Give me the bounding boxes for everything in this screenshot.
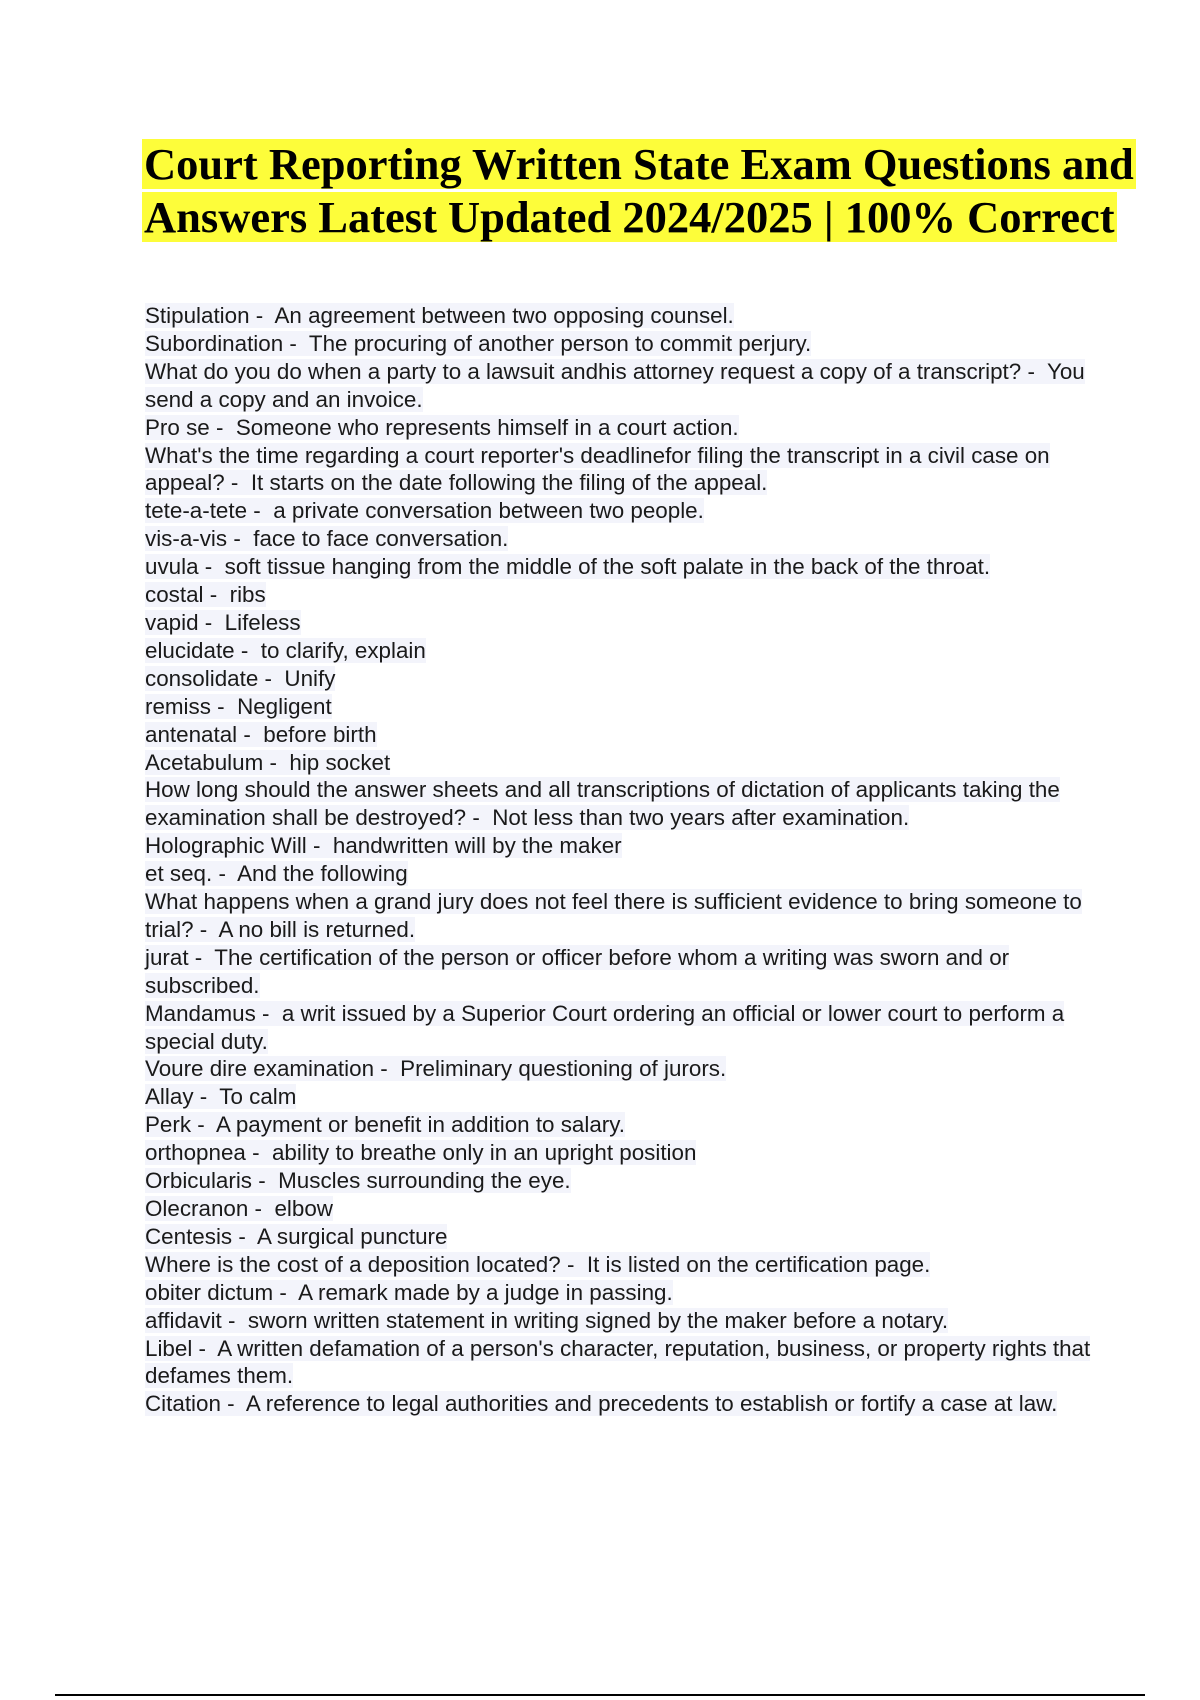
qa-separator: - [273,1279,299,1305]
qa-answer: You send a copy and an invoice. [145,358,1085,412]
qa-separator: - [245,1140,272,1166]
qa-answer: ribs [229,582,266,608]
qa-separator: - [227,526,254,552]
qa-term: Perk [145,1112,192,1138]
qa-separator: - [249,303,275,328]
qa-term: Allay [145,1084,194,1110]
qa-term: jurat [145,944,189,970]
qa-item-text [145,722,377,747]
qa-separator: - [193,916,219,942]
qa-term: elucidate [145,637,235,663]
qa-item-text [145,303,734,328]
qa-separator: - [248,1196,275,1221]
qa-separator: - [560,1251,587,1277]
qa-item-text [145,666,335,691]
qa-item-text [145,415,739,440]
qa-answer: And the following [237,861,408,887]
qa-item [145,609,1105,637]
qa-separator: - [234,637,261,663]
qa-answer: It is listed on the certification page. [586,1251,931,1277]
qa-separator: - [198,554,225,580]
qa-item-text [145,1112,625,1137]
qa-item [145,525,1105,553]
qa-item-text [145,1084,296,1109]
qa-answer: Unify [284,665,336,691]
qa-term: Subordination [145,330,284,356]
qa-item [145,1390,1105,1418]
qa-item-text [145,526,508,551]
qa-item [145,1167,1105,1195]
qa-item-text [145,694,332,719]
qa-term: Orbicularis [145,1168,253,1194]
qa-answer: A payment or benefit in addition to salary. [215,1112,626,1138]
qa-separator: - [466,805,493,831]
qa-separator: - [212,861,238,887]
qa-term: uvula [145,554,199,580]
qa-separator: - [252,1168,279,1194]
qa-term: vis-a-vis [145,526,228,552]
qa-answer: Muscles surrounding the eye. [278,1168,571,1194]
qa-term: What's the time regarding a court reporter's deadlinefor filing the transcript in a civil case on appeal? [145,442,1050,496]
qa-item [145,330,1105,358]
qa-term: Olecranon [145,1196,249,1221]
qa-item [145,1139,1105,1167]
qa-item-text [145,861,408,886]
qa-answer: It starts on the date following the filing of the appeal. [250,470,768,496]
qa-list [145,302,1105,1418]
qa-item [145,776,1105,832]
qa-item [145,637,1105,665]
qa-item [145,832,1105,860]
qa-answer: Not less than two years after examination. [492,805,910,831]
qa-term: obiter dictum [145,1279,274,1305]
qa-item-text [145,1140,696,1165]
qa-separator: - [258,665,285,691]
qa-term: Citation [145,1391,221,1417]
qa-term: Acetabulum [145,749,264,775]
qa-item-text [145,1224,447,1249]
qa-item [145,1223,1105,1251]
qa-term: tete-a-tete [145,498,248,524]
qa-term: orthopnea [145,1140,246,1166]
qa-item-text [145,359,1085,412]
qa-item-text [145,777,1060,830]
qa-item-text [145,610,301,635]
qa-item [145,693,1105,721]
qa-answer: handwritten will by the maker [332,833,622,859]
qa-item-text [145,945,1009,998]
qa-item-text [145,1252,930,1277]
qa-term: costal [145,582,204,608]
qa-separator: - [203,582,230,608]
qa-item [145,888,1105,944]
qa-answer: To calm [219,1084,297,1110]
document-title-text: Court Reporting Written State Exam Questions and Answers Latest Updated 2024/2025 | 100% Correct [144,139,1134,242]
qa-item-text [145,1391,1057,1416]
qa-answer: A no bill is returned. [218,916,416,942]
qa-answer: hip socket [289,749,391,775]
qa-item [145,665,1105,693]
qa-term: How long should the answer sheets and all transcriptions of dictation of applicants taking the examination shall be destroyed? [145,777,1060,831]
qa-item-text [145,1168,571,1193]
qa-term: Pro se [145,414,210,440]
qa-item [145,1083,1105,1111]
qa-item [145,1307,1105,1335]
qa-term: antenatal [145,721,238,747]
qa-item-text [145,833,622,858]
qa-term: What happens when a grand jury does not feel there is sufficient evidence to bring someone to trial? [145,889,1082,942]
document-title [142,138,1142,244]
qa-item [145,553,1105,581]
qa-term: affidavit [145,1307,222,1333]
qa-separator: - [209,414,236,440]
qa-item-text [145,638,426,663]
qa-answer: a writ issued by a Superior Court ordering an official or lower court to perform a special duty. [145,1000,1065,1054]
qa-separator: - [374,1056,401,1082]
qa-answer: soft tissue hanging from the middle of the soft palate in the back of the throat. [224,554,991,580]
qa-term: Where is the cost of a deposition located? [145,1251,561,1277]
qa-item [145,302,1105,330]
qa-item [145,1335,1105,1391]
qa-answer: sworn written statement in writing signed by the maker before a notary. [247,1307,949,1333]
qa-separator: - [237,721,264,747]
qa-item [145,1111,1105,1139]
qa-separator: - [220,1391,246,1417]
qa-separator: - [263,749,290,775]
qa-answer: A reference to legal authorities and precedents to establish or fortify a case at law. [245,1391,1058,1417]
qa-item [145,1055,1105,1083]
qa-separator: - [224,470,251,496]
qa-term: Mandamus [145,1000,256,1026]
qa-item-text [145,1001,1064,1054]
qa-separator: - [232,1223,258,1249]
qa-answer: A remark made by a judge in passing. [298,1279,673,1305]
qa-separator: - [193,1084,220,1110]
qa-separator: - [198,609,225,635]
qa-item-text [145,1056,726,1081]
qa-answer: The procuring of another person to commit perjury. [308,330,812,356]
qa-term: Voure dire examination [145,1056,375,1082]
qa-separator: - [247,498,274,524]
qa-term: consolidate [145,665,259,691]
qa-item [145,749,1105,777]
qa-answer: a private conversation between two people. [273,498,704,524]
qa-term: Centesis [145,1223,233,1249]
qa-answer: An agreement between two opposing counsel. [274,303,734,328]
qa-separator: - [191,1112,216,1138]
qa-answer: Someone who represents himself in a court action. [235,414,739,440]
qa-separator: - [192,1335,218,1361]
qa-separator: - [188,944,215,970]
qa-item-text [145,1280,673,1305]
qa-item [145,1195,1105,1223]
qa-separator: - [1021,358,1047,384]
qa-answer: Negligent [237,693,332,719]
qa-answer: elbow [274,1196,333,1221]
qa-answer: ability to breathe only in an upright position [271,1140,697,1166]
qa-separator: - [221,1307,248,1333]
qa-item [145,860,1105,888]
qa-separator: - [306,833,333,859]
qa-term: What do you do when a party to a lawsuit andhis attorney request a copy of a transcript? [145,358,1022,384]
qa-item-text [145,750,390,775]
qa-term: Stipulation [145,303,250,328]
qa-item-text [145,1308,948,1333]
qa-item-text [145,498,704,523]
qa-item-text [145,554,990,579]
qa-separator: - [283,330,309,356]
qa-item [145,1251,1105,1279]
qa-item [145,1000,1105,1056]
qa-item [145,414,1105,442]
qa-item [145,358,1105,414]
qa-item-text [145,443,1050,496]
qa-item-text [145,889,1082,942]
qa-answer: before birth [263,721,377,747]
qa-answer: Preliminary questioning of jurors. [400,1056,727,1082]
qa-item [145,497,1105,525]
qa-term: et seq. [145,861,213,887]
qa-answer: A surgical puncture [257,1223,448,1249]
qa-answer: A written defamation of a person's character, reputation, business, or property rights that defames them. [145,1335,1091,1389]
qa-item [145,442,1105,498]
qa-item [145,1279,1105,1307]
qa-item [145,581,1105,609]
qa-term: remiss [145,693,211,719]
qa-item-text [145,582,266,607]
qa-item [145,944,1105,1000]
qa-item [145,721,1105,749]
qa-term: vapid [145,609,199,635]
qa-term: Libel [145,1335,193,1361]
qa-answer: face to face conversation. [253,526,509,552]
qa-item-text [145,1336,1090,1389]
qa-answer: Lifeless [224,609,301,635]
qa-item-text [145,1196,333,1221]
qa-separator: - [255,1000,282,1026]
footer-rule [55,1694,1145,1696]
qa-answer: to clarify, explain [260,637,426,663]
qa-term: Holographic Will [145,833,307,859]
qa-item-text [145,331,811,356]
qa-answer: The certification of the person or officer before whom a writing was sworn and or subscribed. [145,944,1010,998]
qa-separator: - [210,693,238,719]
